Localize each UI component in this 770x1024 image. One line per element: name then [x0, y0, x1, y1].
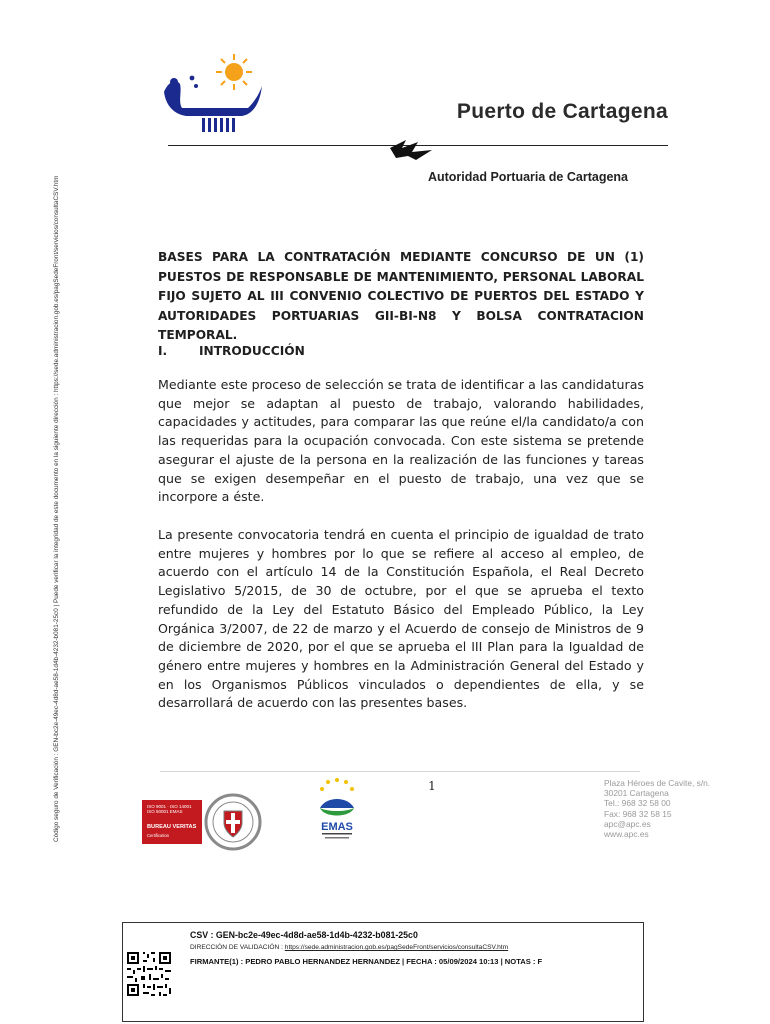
- section-heading: [158, 344, 644, 358]
- paragraph: La presente convocatoria tendrá en cuenta el principio de igualdad de trato entre mujeres y hombres por lo que se refiere al acceso al empleo, de acuerdo con el artículo 14 de la Constitución Española, el Real Decreto Legislativo 5/2015, de 30 de octubre, por el que se aprueba el texto refundido de la Ley del Estatuto Básico del Empleado Público, la Ley Orgánica 3/2007, de 22 de marzo y el Acuerdo de consejo de Ministros de 9 de diciembre de 2020, por el que se aprueba el III Plan para la Igualdad de género entre mujeres y hombres en la Administración General del Estado y en los Organismos Públicos vinculados o dependientes de ella, y se desarrollará de acuerdo con las presentes bases.: [158, 527, 644, 711]
- address-line: Fax: 968 32 58 15: [604, 808, 672, 819]
- certifier-sub: Certification: [147, 833, 170, 838]
- validation-address: [190, 944, 508, 951]
- address-line: apc@apc.es: [604, 818, 651, 829]
- qr-code-icon: [125, 950, 173, 998]
- port-logo-icon: [162, 52, 266, 138]
- footer-address: [604, 778, 764, 839]
- certification-badge: [142, 800, 202, 844]
- validation-link[interactable]: https://sede.administracion.gob.es/pagSedeFront/servicios/consultaCSV.htm: [284, 944, 509, 951]
- bureau-veritas-seal-icon: [204, 793, 262, 851]
- iso-lines: ISO 9001 · ISO 14001 ISO 50001 EMAS: [147, 804, 192, 815]
- signer-line: FIRMANTE(1) : PEDRO PABLO HERNANDEZ HERNANDEZ | FECHA : 05/09/2024 10:13 | NOTAS : F: [190, 957, 543, 966]
- wave-mark-icon: [388, 136, 434, 162]
- emas-logo-icon: [312, 776, 362, 842]
- header-subtitle: Autoridad Portuaria de Cartagena: [427, 170, 628, 184]
- paragraph: Mediante este proceso de selección se trata de identificar a las candidaturas que mejor se adaptan al puesto de trabajo, valorando habilidades, capacidades y actitudes, para comparar las que reúne el/la candidato/a con las requeridas para la ocupación convocada. Con este sistema se pretende asegurar el ajuste de la persona en la realización de las funciones y tareas que se exigen desempeñar en el puesto de trabajo, una vez que se incorpore a éste.: [158, 377, 644, 505]
- page-number: 1: [428, 779, 436, 793]
- document-title: BASES PARA LA CONTRATACIÓN MEDIANTE CONCURSO DE UN (1) PUESTOS DE RESPONSABLE DE MANTENIMIENTO, PERSONAL LABORAL FIJO SUJETO AL III CONVENIO COLECTIVO DE PUERTOS DEL ESTADO Y AUTORIDADES PORTUARIAS GII-BI-N8 Y BOLSA CONTRATACION TEMPORAL.: [158, 250, 644, 342]
- emas-label: EMAS: [321, 821, 353, 833]
- certifier-name: BUREAU VERITAS: [147, 824, 197, 830]
- csv-code: CSV : GEN-bc2e-49ec-4d8d-ae58-1d4b-4232-b081-25c0: [190, 930, 418, 940]
- section-number: I.: [158, 344, 168, 358]
- validation-label: DIRECCIÓN DE VALIDACIÓN :: [190, 944, 285, 951]
- address-line: www.apc.es: [604, 829, 649, 840]
- address-line: 30201 Cartagena: [604, 788, 669, 799]
- address-line: Plaza Héroes de Cavite, s/n.: [604, 778, 711, 788]
- address-line: Tel.: 968 32 58 00: [604, 798, 671, 809]
- footer-divider: [160, 771, 640, 772]
- verification-side-note: Código seguro de Verificación : GEN-bc2e-49ec-4d8d-ae58-1d4b-4232-b081-25c0 | Puede verificar la integridad de este documento en la siguiente dirección : https://sede.administracion.gob.es/pagSedeFront/servicios/consultaCSV.htm: [53, 175, 60, 842]
- header-title: Puerto de Cartagena: [456, 100, 668, 123]
- section-title: INTRODUCCIÓN: [199, 344, 305, 358]
